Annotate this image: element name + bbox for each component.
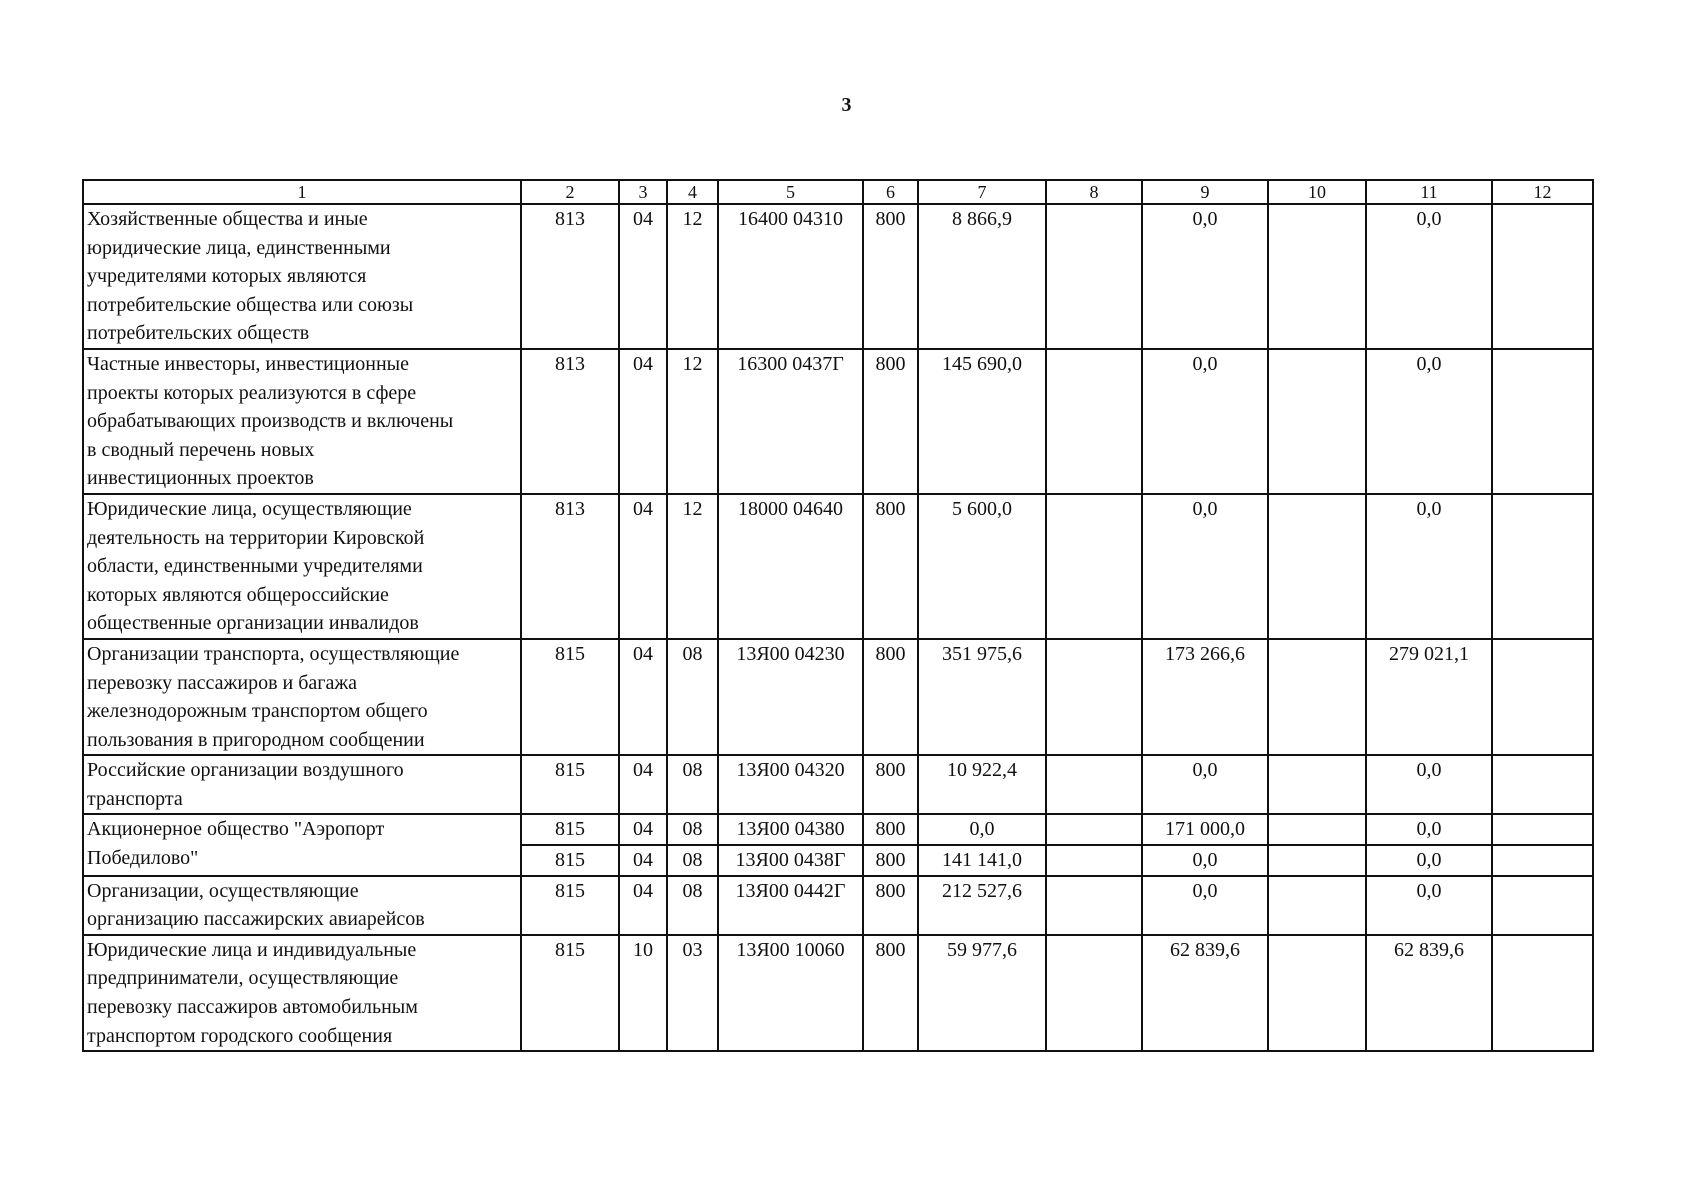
table-row [83,755,1593,814]
value-cell: 173 266,6 [1142,639,1268,755]
value-cell: 800 [863,494,918,639]
value-cell: 0,0 [1366,204,1492,349]
column-header: 4 [667,180,718,204]
recipient-name-line: которых являются общероссийские [87,583,389,606]
recipient-name-line: предприниматели, осуществляющие [87,967,399,990]
value-cell: 815 [521,876,619,935]
value-cell: 279 021,1 [1366,639,1492,755]
recipient-name-line: транспорта [87,787,183,810]
value-cell [1046,755,1142,814]
value-cell: 04 [619,814,667,845]
value-cell [1046,494,1142,639]
value-cell: 0,0 [1366,494,1492,639]
value-cell: 8 866,9 [918,204,1046,349]
column-header: 3 [619,180,667,204]
value-cell [1268,639,1366,755]
value-cell: 13Я00 0438Г [718,845,863,876]
value-cell [1046,876,1142,935]
column-header: 5 [718,180,863,204]
value-cell [1492,935,1593,1051]
value-cell: 04 [619,204,667,349]
value-cell: 13Я00 04320 [718,755,863,814]
table-row [83,349,1593,494]
recipient-name-cell [83,814,521,875]
value-cell: 800 [863,755,918,814]
recipient-name-line: Акционерное общество "Аэропорт [87,818,385,841]
value-cell: 800 [863,639,918,755]
recipient-name-cell [83,349,521,494]
value-cell [1046,845,1142,876]
value-cell: 5 600,0 [918,494,1046,639]
value-cell [1046,935,1142,1051]
recipient-name-line: Хозяйственные общества и иные [87,208,368,230]
value-cell [1492,639,1593,755]
budget-table [82,179,1594,1052]
value-cell [1268,349,1366,494]
value-cell: 13Я00 04230 [718,639,863,755]
page-number: 3 [841,94,852,116]
value-cell: 800 [863,814,918,845]
value-cell: 04 [619,845,667,876]
value-cell [1268,814,1366,845]
value-cell: 815 [521,755,619,814]
recipient-name-line: учредителями которых являются [87,265,367,288]
value-cell: 0,0 [918,814,1046,845]
value-cell: 59 977,6 [918,935,1046,1051]
column-header: 6 [863,180,918,204]
column-header: 11 [1366,180,1492,204]
value-cell [1046,204,1142,349]
recipient-name-cell [83,755,521,814]
value-cell [1046,349,1142,494]
recipient-name-cell [83,494,521,639]
value-cell: 0,0 [1142,349,1268,494]
value-cell [1492,876,1593,935]
recipient-name-line: железнодорожным транспортом общего [87,700,428,723]
column-header: 7 [918,180,1046,204]
recipient-name-line: обрабатывающих производств и включены [87,410,454,433]
value-cell: 800 [863,349,918,494]
value-cell: 04 [619,755,667,814]
value-cell: 0,0 [1366,349,1492,494]
table-body [83,204,1593,1051]
recipient-name-line: организацию пассажирских авиарейсов [87,908,425,931]
recipient-name-line: инвестиционных проектов [87,467,314,490]
value-cell [1492,845,1593,876]
value-cell [1492,349,1593,494]
value-cell [1268,876,1366,935]
value-cell [1268,204,1366,349]
value-cell: 04 [619,876,667,935]
value-cell: 171 000,0 [1142,814,1268,845]
value-cell: 13Я00 04380 [718,814,863,845]
recipient-name-line: Организации, осуществляющие [87,879,359,902]
value-cell: 145 690,0 [918,349,1046,494]
value-cell: 16400 04310 [718,204,863,349]
value-cell: 08 [667,639,718,755]
value-cell: 0,0 [1142,845,1268,876]
value-cell: 800 [863,876,918,935]
value-cell: 18000 04640 [718,494,863,639]
value-cell: 815 [521,935,619,1051]
value-cell: 141 141,0 [918,845,1046,876]
value-cell: 815 [521,845,619,876]
value-cell: 0,0 [1366,845,1492,876]
value-cell [1492,814,1593,845]
recipient-name-cell [83,639,521,755]
value-cell: 813 [521,494,619,639]
value-cell: 04 [619,349,667,494]
value-cell: 800 [863,935,918,1051]
column-header: 10 [1268,180,1366,204]
value-cell [1046,639,1142,755]
table-row [83,494,1593,639]
recipient-name-line: потребительские общества или союзы [87,293,414,316]
value-cell: 0,0 [1366,814,1492,845]
value-cell: 03 [667,935,718,1051]
recipient-name-line: в сводный перечень новых [87,438,315,461]
value-cell: 08 [667,876,718,935]
value-cell: 813 [521,349,619,494]
recipient-name-line: Юридические лица, осуществляющие [87,497,412,520]
recipient-name-line: Российские организации воздушного [87,759,404,782]
value-cell: 10 [619,935,667,1051]
value-cell: 12 [667,349,718,494]
value-cell: 0,0 [1142,755,1268,814]
value-cell [1492,755,1593,814]
value-cell [1492,494,1593,639]
value-cell: 12 [667,204,718,349]
value-cell: 10 922,4 [918,755,1046,814]
value-cell [1268,935,1366,1051]
value-cell: 0,0 [1366,876,1492,935]
recipient-name-line: Частные инвесторы, инвестиционные [87,352,409,375]
header-row [83,180,1593,204]
value-cell: 08 [667,814,718,845]
recipient-name-line: юридические лица, единственными [87,236,391,259]
recipient-name-line: области, единственными учредителями [87,555,423,578]
recipient-name-line: деятельность на территории Кировской [87,526,425,549]
recipient-name-line: общественные организации инвалидов [87,612,419,635]
value-cell [1268,755,1366,814]
column-header: 8 [1046,180,1142,204]
value-cell: 800 [863,845,918,876]
recipient-name-line: перевозку пассажиров и багажа [87,671,358,694]
value-cell: 813 [521,204,619,349]
value-cell: 212 527,6 [918,876,1046,935]
value-cell [1268,494,1366,639]
value-cell: 815 [521,639,619,755]
recipient-name-line: проекты которых реализуются в сфере [87,381,417,404]
recipient-name-line: Организации транспорта, осуществляющие [87,642,460,665]
value-cell: 13Я00 10060 [718,935,863,1051]
value-cell: 08 [667,845,718,876]
value-cell: 04 [619,494,667,639]
value-cell: 0,0 [1142,204,1268,349]
recipient-name-line: транспортом городского сообщения [87,1024,393,1047]
value-cell: 351 975,6 [918,639,1046,755]
table-row [83,935,1593,1051]
value-cell: 13Я00 0442Г [718,876,863,935]
recipient-name-cell [83,204,521,349]
value-cell: 800 [863,204,918,349]
value-cell: 08 [667,755,718,814]
column-header: 1 [83,180,521,204]
table-row [83,814,1593,845]
value-cell: 04 [619,639,667,755]
value-cell: 62 839,6 [1366,935,1492,1051]
column-header: 9 [1142,180,1268,204]
value-cell [1046,814,1142,845]
value-cell: 0,0 [1142,876,1268,935]
value-cell: 0,0 [1142,494,1268,639]
recipient-name-line: Юридические лица и индивидуальные [87,938,417,961]
value-cell [1492,204,1593,349]
value-cell: 16300 0437Г [718,349,863,494]
recipient-name-line: перевозку пассажиров автомобильным [87,996,418,1019]
recipient-name-cell [83,876,521,935]
value-cell: 12 [667,494,718,639]
table-row [83,204,1593,349]
value-cell [1268,845,1366,876]
recipient-name-line: Победилово" [87,847,199,870]
recipient-name-line: пользования в пригородном сообщении [87,728,425,751]
value-cell: 815 [521,814,619,845]
column-header: 12 [1492,180,1593,204]
recipient-name-cell [83,935,521,1051]
column-header: 2 [521,180,619,204]
recipient-name-line: потребительских обществ [87,322,310,345]
value-cell: 0,0 [1366,755,1492,814]
table-row [83,876,1593,935]
table-row [83,639,1593,755]
value-cell: 62 839,6 [1142,935,1268,1051]
